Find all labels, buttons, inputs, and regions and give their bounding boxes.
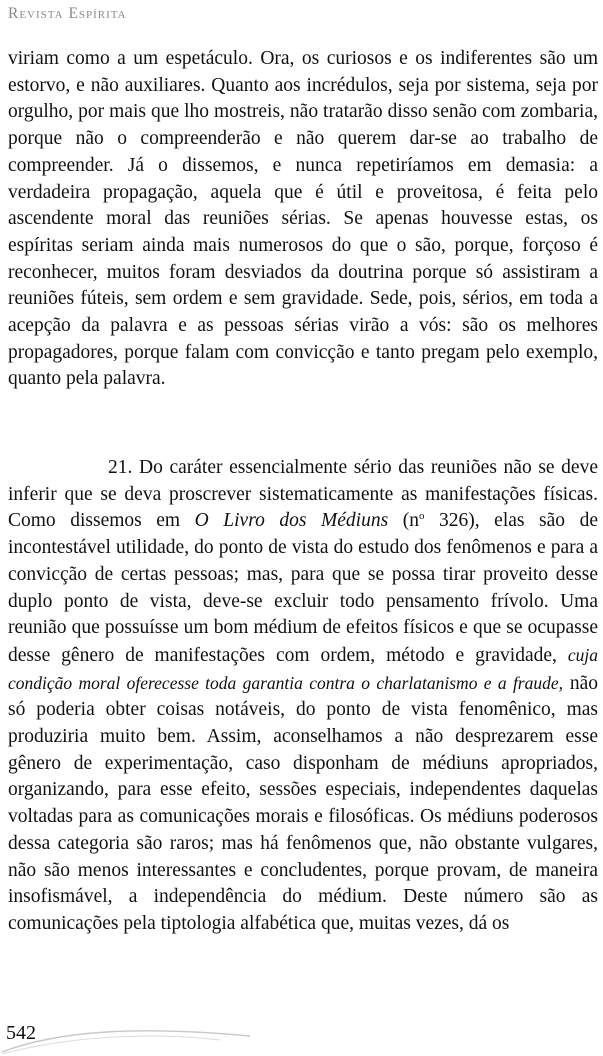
book-title: O Livro dos Médiuns	[194, 510, 389, 532]
paragraph-2-text-d: não só poderia obter coisas notáveis, do ponto de vista fenomênico, mas produziria muito bem. Assim, aconselhamos a não desprezarem esse gênero de experimentação, caso disponham de médiuns apropriados, organizando, para esse efeito, sessões especiais, independentes daquelas voltadas para as comunicações morais e filosóficas. Os médiuns poderosos dessa categoria são raros; mas há fenômenos que, não obstante vulgares, não são menos interessantes e concludentes, porque provam, de maneira insofismável, a independência do médium. Deste número são as comunicações pela tiptologia alfabética que, muitas vezes, dá os	[8, 672, 599, 934]
paragraph-2-text-a: 21. Do caráter essencialmente sério das reuniões não se deve inferir que se deva proscrever sistematicamente as manifestações físicas. Como dissemos em	[8, 457, 598, 532]
paragraph-2	[8, 455, 598, 938]
italic-phrase: cuja condição moral oferecesse toda garantia contra o charlatanismo e a fraude,	[8, 644, 598, 693]
page-number: 542	[6, 1022, 36, 1044]
running-head: Revista Espírita	[8, 5, 127, 22]
paragraph-1: viriam como a um espetáculo. Ora, os curiosos e os indiferentes são um estorvo, e não auxiliares. Quanto aos incrédulos, seja por sistema, seja por orgulho, por mais que lho mostreis, não tratarão disso senão com zombaria, porque não o compreenderão e não querem dar-se ao trabalho de compreender. Já o dissemos, e nunca repetiríamos em demasia: a verdadeira propagação, aquela que é útil e proveitosa, é feita pelo ascendente moral das reuniões sérias. Se apenas houvesse estas, os espíritas seriam ainda mais numerosos do que o são, porque, forçoso é reconhecer, muitos foram desviados da doutrina porque só assistiram a reuniões fúteis, sem ordem e sem gravidade. Sede, pois, sérios, em toda a acepção da palavra e as pessoas sérias virão a vós: são os melhores propagadores, porque falam com convicção e tanto pregam pelo exemplo, quanto pela palavra.	[8, 48, 598, 390]
ordinal-indicator: o	[418, 510, 425, 523]
decorative-swoosh-icon	[0, 1022, 260, 1056]
paragraph-2-text-c: 326), elas são de incontestável utilidade, do ponto de vista do estudo dos fenômenos e para a convicção de certas pessoas; mas, para que se possa tirar proveito desse duplo ponto de vista, deve-se excluir todo pensamento frívolo. Uma reunião que possuísse um bom médium de efeitos físicos e que se ocupasse desse gênero de manifestações com ordem, método e gravidade,	[8, 510, 598, 666]
paragraph-2-text-b: (n	[388, 510, 419, 532]
